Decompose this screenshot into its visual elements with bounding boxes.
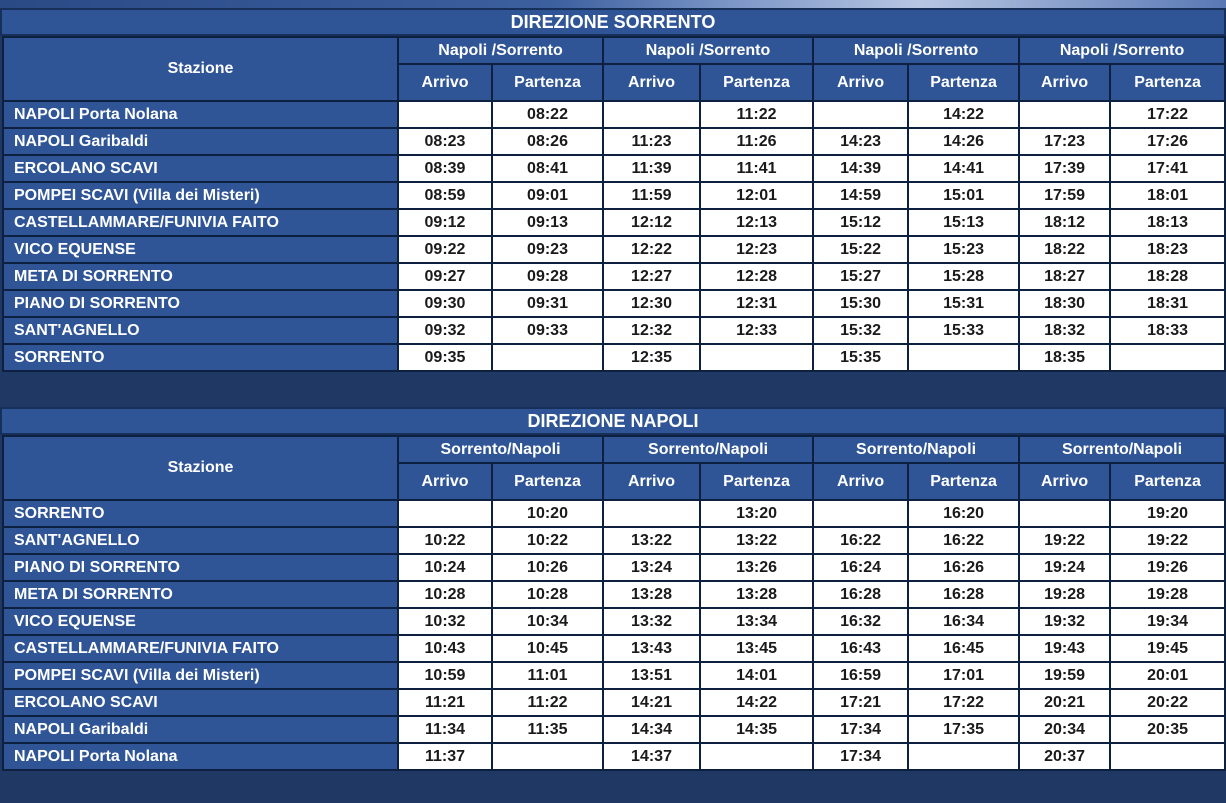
route-header: Napoli /Sorrento bbox=[603, 37, 813, 64]
station-name: NAPOLI Porta Nolana bbox=[3, 101, 398, 128]
arrivo-time-cell: 12:35 bbox=[603, 344, 700, 371]
timetable-body bbox=[3, 101, 1225, 371]
station-column-header: Stazione bbox=[3, 37, 398, 101]
arrivo-time-cell: 15:12 bbox=[813, 209, 908, 236]
partenza-time-cell: 14:22 bbox=[700, 689, 813, 716]
arrivo-time-cell: 13:28 bbox=[603, 581, 700, 608]
arrivo-time-cell: 09:30 bbox=[398, 290, 492, 317]
table-row bbox=[3, 155, 1225, 182]
partenza-time-cell: 11:35 bbox=[492, 716, 603, 743]
partenza-time-cell: 20:35 bbox=[1110, 716, 1225, 743]
arrivo-header: Arrivo bbox=[1019, 463, 1110, 500]
partenza-time-cell: 16:45 bbox=[908, 635, 1019, 662]
arrivo-time-cell: 16:22 bbox=[813, 527, 908, 554]
arrivo-time-cell: 13:51 bbox=[603, 662, 700, 689]
timetable-sorrento bbox=[2, 36, 1226, 372]
partenza-time-cell: 16:26 bbox=[908, 554, 1019, 581]
station-name: NAPOLI Garibaldi bbox=[3, 128, 398, 155]
partenza-time-cell: 14:26 bbox=[908, 128, 1019, 155]
arrivo-time-cell: 19:43 bbox=[1019, 635, 1110, 662]
arrivo-time-cell: 12:22 bbox=[603, 236, 700, 263]
arrivo-time-cell: 20:34 bbox=[1019, 716, 1110, 743]
arrivo-time-cell: 13:43 bbox=[603, 635, 700, 662]
station-name: ERCOLANO SCAVI bbox=[3, 155, 398, 182]
arrivo-time-cell: 11:39 bbox=[603, 155, 700, 182]
partenza-time-cell: 18:28 bbox=[1110, 263, 1225, 290]
arrivo-time-cell: 16:32 bbox=[813, 608, 908, 635]
station-name: SANT'AGNELLO bbox=[3, 317, 398, 344]
arrivo-time-cell bbox=[813, 101, 908, 128]
partenza-time-cell: 12:13 bbox=[700, 209, 813, 236]
partenza-time-cell: 08:22 bbox=[492, 101, 603, 128]
partenza-time-cell: 10:34 bbox=[492, 608, 603, 635]
table-row bbox=[3, 554, 1225, 581]
partenza-time-cell: 13:45 bbox=[700, 635, 813, 662]
arrivo-time-cell bbox=[813, 500, 908, 527]
partenza-time-cell: 19:22 bbox=[1110, 527, 1225, 554]
partenza-time-cell: 10:20 bbox=[492, 500, 603, 527]
partenza-time-cell: 14:01 bbox=[700, 662, 813, 689]
arrivo-time-cell: 17:34 bbox=[813, 716, 908, 743]
arrivo-time-cell: 15:22 bbox=[813, 236, 908, 263]
partenza-time-cell: 11:26 bbox=[700, 128, 813, 155]
partenza-time-cell: 18:33 bbox=[1110, 317, 1225, 344]
station-name: ERCOLANO SCAVI bbox=[3, 689, 398, 716]
partenza-time-cell: 16:20 bbox=[908, 500, 1019, 527]
arrivo-time-cell: 11:21 bbox=[398, 689, 492, 716]
station-name: SORRENTO bbox=[3, 500, 398, 527]
partenza-time-cell: 09:28 bbox=[492, 263, 603, 290]
station-name: SANT'AGNELLO bbox=[3, 527, 398, 554]
arrivo-time-cell bbox=[603, 101, 700, 128]
arrivo-time-cell: 17:23 bbox=[1019, 128, 1110, 155]
partenza-header: Partenza bbox=[908, 64, 1019, 101]
arrivo-time-cell: 19:28 bbox=[1019, 581, 1110, 608]
partenza-time-cell: 09:33 bbox=[492, 317, 603, 344]
arrivo-time-cell: 13:24 bbox=[603, 554, 700, 581]
partenza-time-cell: 17:01 bbox=[908, 662, 1019, 689]
partenza-time-cell: 08:26 bbox=[492, 128, 603, 155]
partenza-time-cell: 11:01 bbox=[492, 662, 603, 689]
arrivo-time-cell: 14:34 bbox=[603, 716, 700, 743]
arrivo-time-cell: 16:24 bbox=[813, 554, 908, 581]
arrivo-time-cell: 20:37 bbox=[1019, 743, 1110, 770]
arrivo-header: Arrivo bbox=[813, 463, 908, 500]
partenza-time-cell: 16:34 bbox=[908, 608, 1019, 635]
partenza-time-cell: 12:31 bbox=[700, 290, 813, 317]
arrivo-time-cell bbox=[1019, 500, 1110, 527]
partenza-time-cell: 10:28 bbox=[492, 581, 603, 608]
station-name: PIANO DI SORRENTO bbox=[3, 554, 398, 581]
partenza-time-cell bbox=[700, 344, 813, 371]
arrivo-time-cell: 15:27 bbox=[813, 263, 908, 290]
table-row bbox=[3, 182, 1225, 209]
partenza-header: Partenza bbox=[908, 463, 1019, 500]
arrivo-time-cell: 10:22 bbox=[398, 527, 492, 554]
partenza-time-cell bbox=[1110, 743, 1225, 770]
arrivo-time-cell: 14:37 bbox=[603, 743, 700, 770]
arrivo-header: Arrivo bbox=[813, 64, 908, 101]
partenza-time-cell: 14:41 bbox=[908, 155, 1019, 182]
partenza-time-cell: 16:28 bbox=[908, 581, 1019, 608]
arrivo-time-cell: 18:30 bbox=[1019, 290, 1110, 317]
route-header: Sorrento/Napoli bbox=[813, 436, 1019, 463]
partenza-time-cell: 12:01 bbox=[700, 182, 813, 209]
table-row bbox=[3, 128, 1225, 155]
partenza-time-cell: 15:23 bbox=[908, 236, 1019, 263]
partenza-header: Partenza bbox=[1110, 463, 1225, 500]
partenza-time-cell: 17:26 bbox=[1110, 128, 1225, 155]
partenza-time-cell bbox=[492, 743, 603, 770]
table-row bbox=[3, 344, 1225, 371]
station-name: VICO EQUENSE bbox=[3, 608, 398, 635]
arrivo-time-cell: 11:37 bbox=[398, 743, 492, 770]
partenza-time-cell: 18:01 bbox=[1110, 182, 1225, 209]
station-name: NAPOLI Porta Nolana bbox=[3, 743, 398, 770]
station-name: META DI SORRENTO bbox=[3, 263, 398, 290]
direzione-napoli-section bbox=[0, 407, 1226, 803]
arrivo-time-cell: 16:59 bbox=[813, 662, 908, 689]
arrivo-time-cell bbox=[1019, 101, 1110, 128]
arrivo-time-cell: 16:43 bbox=[813, 635, 908, 662]
arrivo-time-cell bbox=[603, 500, 700, 527]
station-column-header: Stazione bbox=[3, 436, 398, 500]
partenza-time-cell: 09:23 bbox=[492, 236, 603, 263]
partenza-time-cell: 13:22 bbox=[700, 527, 813, 554]
arrivo-time-cell: 15:30 bbox=[813, 290, 908, 317]
partenza-time-cell: 18:31 bbox=[1110, 290, 1225, 317]
arrivo-header: Arrivo bbox=[1019, 64, 1110, 101]
arrivo-time-cell: 14:59 bbox=[813, 182, 908, 209]
arrivo-header: Arrivo bbox=[398, 64, 492, 101]
route-header: Napoli /Sorrento bbox=[1019, 37, 1225, 64]
arrivo-time-cell: 17:34 bbox=[813, 743, 908, 770]
partenza-time-cell: 11:22 bbox=[700, 101, 813, 128]
arrivo-time-cell: 18:22 bbox=[1019, 236, 1110, 263]
table-row bbox=[3, 608, 1225, 635]
arrivo-time-cell: 08:23 bbox=[398, 128, 492, 155]
partenza-time-cell: 08:41 bbox=[492, 155, 603, 182]
station-name: NAPOLI Garibaldi bbox=[3, 716, 398, 743]
arrivo-time-cell: 12:12 bbox=[603, 209, 700, 236]
top-decorative-strip bbox=[0, 0, 1226, 8]
partenza-header: Partenza bbox=[492, 64, 603, 101]
arrivo-time-cell: 19:59 bbox=[1019, 662, 1110, 689]
partenza-time-cell: 10:45 bbox=[492, 635, 603, 662]
arrivo-time-cell: 10:32 bbox=[398, 608, 492, 635]
partenza-time-cell: 09:31 bbox=[492, 290, 603, 317]
partenza-time-cell: 17:35 bbox=[908, 716, 1019, 743]
partenza-time-cell: 15:01 bbox=[908, 182, 1019, 209]
arrivo-time-cell bbox=[398, 101, 492, 128]
arrivo-time-cell: 18:32 bbox=[1019, 317, 1110, 344]
partenza-time-cell: 13:20 bbox=[700, 500, 813, 527]
table-row bbox=[3, 581, 1225, 608]
table-row bbox=[3, 263, 1225, 290]
table-row bbox=[3, 236, 1225, 263]
partenza-time-cell: 18:23 bbox=[1110, 236, 1225, 263]
partenza-time-cell: 13:26 bbox=[700, 554, 813, 581]
partenza-time-cell: 17:22 bbox=[1110, 101, 1225, 128]
partenza-header: Partenza bbox=[700, 64, 813, 101]
arrivo-header: Arrivo bbox=[603, 463, 700, 500]
partenza-time-cell: 12:23 bbox=[700, 236, 813, 263]
partenza-time-cell: 13:28 bbox=[700, 581, 813, 608]
table-row bbox=[3, 209, 1225, 236]
station-name: VICO EQUENSE bbox=[3, 236, 398, 263]
table-row bbox=[3, 635, 1225, 662]
arrivo-time-cell: 18:35 bbox=[1019, 344, 1110, 371]
arrivo-time-cell: 11:34 bbox=[398, 716, 492, 743]
partenza-time-cell: 14:35 bbox=[700, 716, 813, 743]
station-name: POMPEI SCAVI (Villa dei Misteri) bbox=[3, 182, 398, 209]
table-row bbox=[3, 716, 1225, 743]
partenza-time-cell: 15:31 bbox=[908, 290, 1019, 317]
arrivo-time-cell: 11:59 bbox=[603, 182, 700, 209]
direzione-sorrento-section bbox=[0, 8, 1226, 406]
arrivo-header: Arrivo bbox=[398, 463, 492, 500]
partenza-time-cell bbox=[492, 344, 603, 371]
partenza-time-cell: 15:33 bbox=[908, 317, 1019, 344]
partenza-time-cell bbox=[700, 743, 813, 770]
partenza-time-cell: 15:28 bbox=[908, 263, 1019, 290]
arrivo-time-cell: 14:23 bbox=[813, 128, 908, 155]
partenza-time-cell: 18:13 bbox=[1110, 209, 1225, 236]
arrivo-time-cell: 19:22 bbox=[1019, 527, 1110, 554]
arrivo-time-cell: 15:32 bbox=[813, 317, 908, 344]
section-title: DIREZIONE SORRENTO bbox=[0, 8, 1226, 36]
arrivo-time-cell: 18:27 bbox=[1019, 263, 1110, 290]
arrivo-time-cell: 09:32 bbox=[398, 317, 492, 344]
arrivo-time-cell: 17:39 bbox=[1019, 155, 1110, 182]
table-row bbox=[3, 290, 1225, 317]
station-name: SORRENTO bbox=[3, 344, 398, 371]
table-row bbox=[3, 743, 1225, 770]
arrivo-time-cell: 10:43 bbox=[398, 635, 492, 662]
partenza-time-cell: 15:13 bbox=[908, 209, 1019, 236]
arrivo-time-cell: 10:24 bbox=[398, 554, 492, 581]
arrivo-time-cell: 12:30 bbox=[603, 290, 700, 317]
partenza-time-cell: 17:41 bbox=[1110, 155, 1225, 182]
partenza-time-cell: 11:22 bbox=[492, 689, 603, 716]
station-name: PIANO DI SORRENTO bbox=[3, 290, 398, 317]
partenza-time-cell: 19:45 bbox=[1110, 635, 1225, 662]
arrivo-time-cell: 18:12 bbox=[1019, 209, 1110, 236]
partenza-time-cell: 19:28 bbox=[1110, 581, 1225, 608]
arrivo-time-cell: 17:59 bbox=[1019, 182, 1110, 209]
arrivo-time-cell: 09:12 bbox=[398, 209, 492, 236]
partenza-time-cell: 12:28 bbox=[700, 263, 813, 290]
arrivo-time-cell: 10:28 bbox=[398, 581, 492, 608]
arrivo-time-cell: 09:22 bbox=[398, 236, 492, 263]
partenza-time-cell: 10:22 bbox=[492, 527, 603, 554]
partenza-time-cell bbox=[1110, 344, 1225, 371]
arrivo-time-cell: 11:23 bbox=[603, 128, 700, 155]
partenza-time-cell: 10:26 bbox=[492, 554, 603, 581]
partenza-time-cell bbox=[908, 344, 1019, 371]
station-name: META DI SORRENTO bbox=[3, 581, 398, 608]
table-row bbox=[3, 500, 1225, 527]
arrivo-time-cell: 17:21 bbox=[813, 689, 908, 716]
route-header: Napoli /Sorrento bbox=[398, 37, 603, 64]
partenza-header: Partenza bbox=[700, 463, 813, 500]
arrivo-time-cell: 08:39 bbox=[398, 155, 492, 182]
partenza-time-cell: 20:01 bbox=[1110, 662, 1225, 689]
arrivo-time-cell: 12:32 bbox=[603, 317, 700, 344]
arrivo-time-cell: 13:32 bbox=[603, 608, 700, 635]
partenza-time-cell: 14:22 bbox=[908, 101, 1019, 128]
table-row bbox=[3, 101, 1225, 128]
arrivo-time-cell: 08:59 bbox=[398, 182, 492, 209]
station-name: CASTELLAMMARE/FUNIVIA FAITO bbox=[3, 209, 398, 236]
partenza-header: Partenza bbox=[492, 463, 603, 500]
partenza-time-cell: 13:34 bbox=[700, 608, 813, 635]
arrivo-time-cell: 13:22 bbox=[603, 527, 700, 554]
route-header: Sorrento/Napoli bbox=[1019, 436, 1225, 463]
table-row bbox=[3, 689, 1225, 716]
table-row bbox=[3, 662, 1225, 689]
arrivo-time-cell: 09:35 bbox=[398, 344, 492, 371]
station-name: POMPEI SCAVI (Villa dei Misteri) bbox=[3, 662, 398, 689]
arrivo-time-cell: 10:59 bbox=[398, 662, 492, 689]
arrivo-time-cell: 14:21 bbox=[603, 689, 700, 716]
partenza-time-cell: 09:13 bbox=[492, 209, 603, 236]
timetable-napoli bbox=[2, 435, 1226, 771]
partenza-time-cell: 19:26 bbox=[1110, 554, 1225, 581]
section-title: DIREZIONE NAPOLI bbox=[0, 407, 1226, 435]
partenza-time-cell: 19:20 bbox=[1110, 500, 1225, 527]
timetable-body bbox=[3, 500, 1225, 770]
arrivo-time-cell: 15:35 bbox=[813, 344, 908, 371]
route-header: Napoli /Sorrento bbox=[813, 37, 1019, 64]
arrivo-time-cell: 09:27 bbox=[398, 263, 492, 290]
arrivo-time-cell: 14:39 bbox=[813, 155, 908, 182]
station-name: CASTELLAMMARE/FUNIVIA FAITO bbox=[3, 635, 398, 662]
route-header: Sorrento/Napoli bbox=[398, 436, 603, 463]
partenza-time-cell bbox=[908, 743, 1019, 770]
arrivo-time-cell: 19:32 bbox=[1019, 608, 1110, 635]
arrivo-header: Arrivo bbox=[603, 64, 700, 101]
table-row bbox=[3, 317, 1225, 344]
partenza-header: Partenza bbox=[1110, 64, 1225, 101]
route-header: Sorrento/Napoli bbox=[603, 436, 813, 463]
partenza-time-cell: 16:22 bbox=[908, 527, 1019, 554]
arrivo-time-cell: 20:21 bbox=[1019, 689, 1110, 716]
partenza-time-cell: 12:33 bbox=[700, 317, 813, 344]
arrivo-time-cell: 12:27 bbox=[603, 263, 700, 290]
partenza-time-cell: 20:22 bbox=[1110, 689, 1225, 716]
partenza-time-cell: 19:34 bbox=[1110, 608, 1225, 635]
partenza-time-cell: 11:41 bbox=[700, 155, 813, 182]
table-row bbox=[3, 527, 1225, 554]
arrivo-time-cell bbox=[398, 500, 492, 527]
partenza-time-cell: 17:22 bbox=[908, 689, 1019, 716]
partenza-time-cell: 09:01 bbox=[492, 182, 603, 209]
arrivo-time-cell: 19:24 bbox=[1019, 554, 1110, 581]
arrivo-time-cell: 16:28 bbox=[813, 581, 908, 608]
